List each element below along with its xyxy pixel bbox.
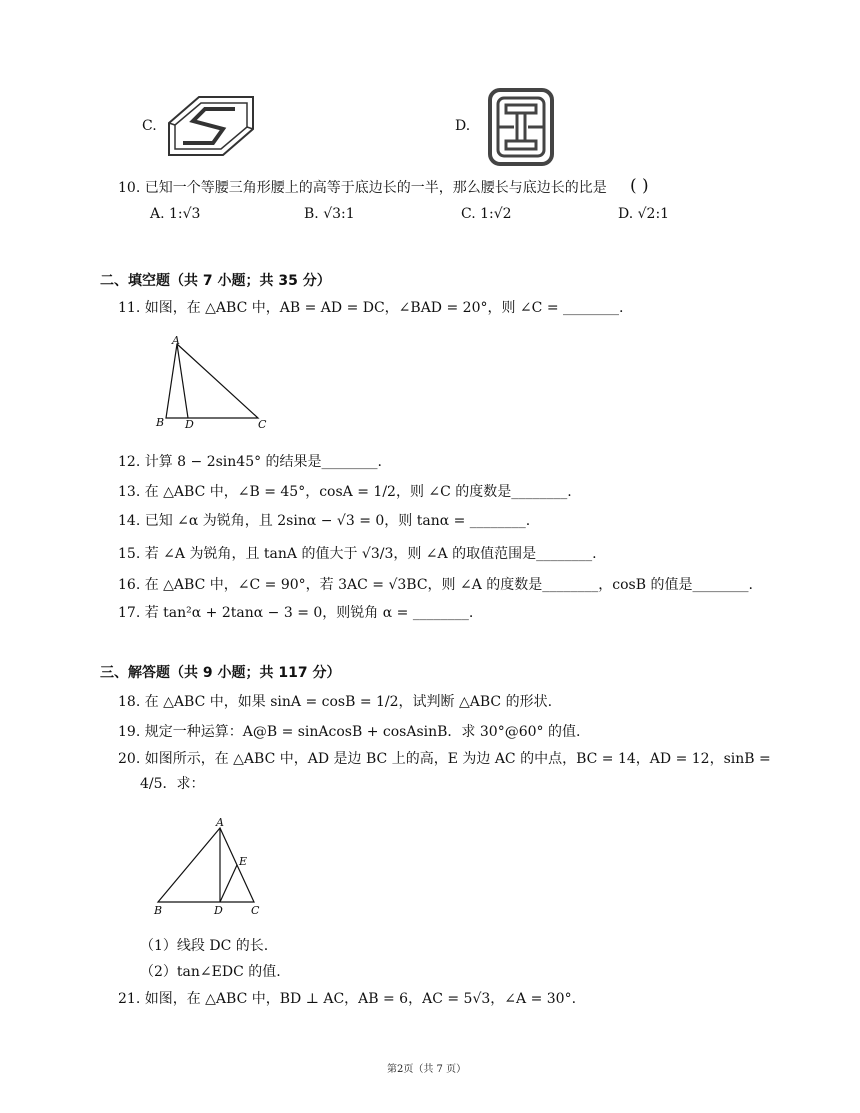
q11-label-a: A [172,334,180,347]
q11-label-c: C [258,418,267,431]
q10-option-c: C. 1:√2 [461,206,512,222]
q13-stem: 13. 在 △ABC 中，∠B = 45°，cosA = 1/2，则 ∠C 的度数是________. [118,484,572,500]
q11-stem: 11. 如图，在 △ABC 中，AB = AD = DC，∠BAD = 20°，则 ∠C = ________. [118,300,624,316]
q10-answer-paren: ( ) [630,176,649,196]
q20-stem-line2: 4/5．求： [140,776,205,792]
q12-stem: 12. 计算 8 − 2sin45° 的结果是________. [118,454,383,470]
option-c-label: C. [142,118,157,134]
section-3-title: 三、解答题（共 9 小题；共 117 分） [100,665,341,681]
q20-sub2: （2）tan∠EDC 的值. [140,964,281,980]
q20-label-e: E [239,855,248,868]
q20-label-b: B [154,904,163,917]
q11-label-d: D [185,418,194,431]
q16-stem: 16. 在 △ABC 中，∠C = 90°，若 3AC = √3BC，则 ∠A 的度数是________，cosB 的值是________. [118,577,753,593]
q20-triangle-figure [150,812,270,920]
option-d-label: D. [455,118,471,134]
q15-stem: 15. 若 ∠A 为锐角，且 tanA 的值大于 √3/3，则 ∠A 的取值范围是________. [118,546,597,562]
q18-stem: 18. 在 △ABC 中，如果 sinA = cosB = 1/2，试判断 △ABC 的形状. [118,694,553,710]
q17-stem: 17. 若 tan²α + 2tanα − 3 = 0，则锐角 α = ________. [118,605,474,621]
q10-option-b: B. √3:1 [304,206,355,222]
q19-stem: 19. 规定一种运算：A@B = sinAcosB + cosAsinB．求 30°@60° 的值. [118,724,581,740]
section-2-title: 二、填空题（共 7 小题；共 35 分） [100,273,331,289]
option-c-figure [165,93,255,159]
option-d-figure [488,88,554,166]
q20-label-a: A [216,816,224,829]
q14-stem: 14. 已知 ∠α 为锐角，且 2sinα − √3 = 0，则 tanα = ________. [118,513,531,529]
page-footer: 第2页（共 7 页） [387,1064,467,1075]
q20-label-d: D [214,904,223,917]
q21-stem: 21. 如图，在 △ABC 中，BD ⊥ AC，AB = 6，AC = 5√3，∠A = 30°. [118,991,577,1007]
q20-label-c: C [251,904,260,917]
q10-option-d: D. √2:1 [618,206,670,222]
q10-option-a: A. 1:√3 [150,206,201,222]
q20-stem-line1: 20. 如图所示，在 △ABC 中，AD 是边 BC 上的高，E 为边 AC 的中点，BC = 14，AD = 12，sinB = [118,751,771,767]
q10-stem: 10. 已知一个等腰三角形腰上的高等于底边长的一半，那么腰长与底边长的比是 [118,180,607,196]
q11-label-b: B [156,416,165,429]
q11-triangle-figure [150,332,275,432]
q20-sub1: （1）线段 DC 的长. [140,938,269,954]
